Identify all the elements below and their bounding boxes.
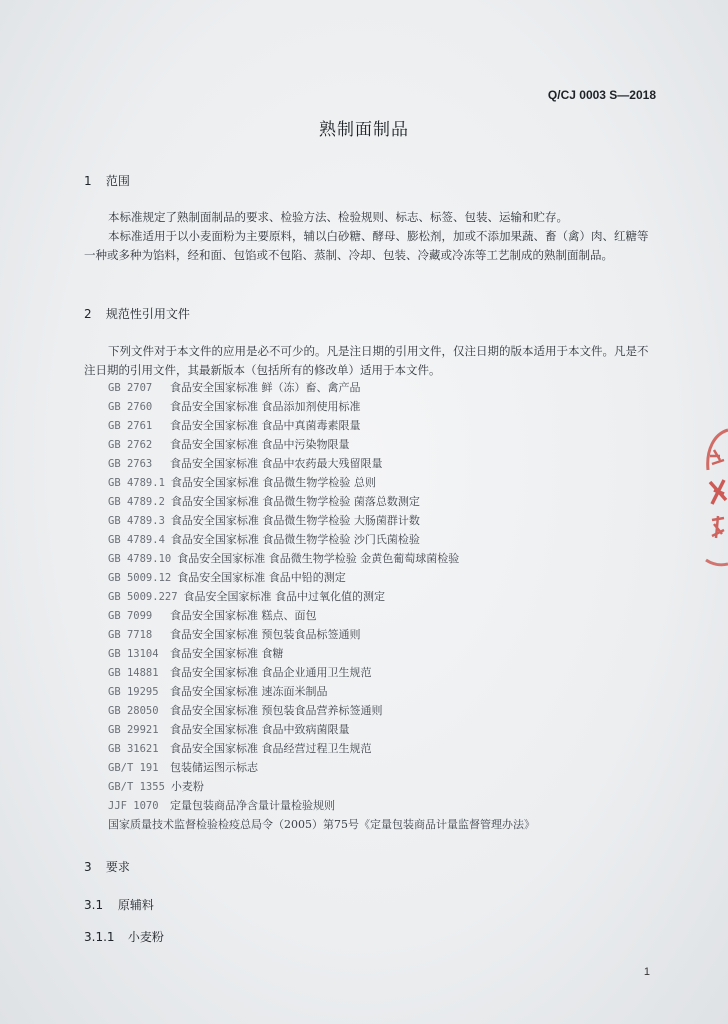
reference-item — [108, 416, 668, 435]
reference-item — [108, 492, 668, 511]
reference-item — [108, 549, 668, 568]
reference-code: GB 7099 — [108, 610, 153, 622]
reference-code: GB 28050 — [108, 705, 159, 717]
reference-title: 食品安全国家标准 预包装食品营养标签通则 — [170, 704, 383, 717]
section-1-heading — [84, 172, 130, 189]
reference-title: 食品安全国家标准 预包装食品标签通则 — [170, 628, 361, 641]
reference-code: GB 13104 — [108, 648, 159, 660]
reference-code: GB 5009.227 — [108, 591, 178, 603]
reference-title: 食品安全国家标准 鲜（冻）畜、禽产品 — [170, 381, 361, 394]
reference-title: 食品安全国家标准 糕点、面包 — [170, 609, 317, 622]
reference-title: 食品安全国家标准 食糖 — [170, 647, 284, 660]
section-number: 3.1 — [84, 898, 104, 912]
red-stamp-fragment — [700, 420, 728, 570]
paragraph: 本标准适用于以小麦面粉为主要原料，辅以白砂糖、酵母、膨松剂，加或不添加果蔬、畜（禽）肉、红糖等一种或多种为馅料，经和面、包馅或不包陷、蒸制、冷却、包装、冷藏或冷冻等工艺制成的熟制面制品。 — [84, 229, 649, 262]
reference-title: 食品安全国家标准 食品添加剂使用标准 — [170, 400, 361, 413]
reference-item — [108, 606, 668, 625]
reference-code: GB 4789.2 — [108, 496, 165, 508]
reference-code: GB 2761 — [108, 420, 153, 432]
reference-item — [108, 777, 668, 796]
reference-code: GB 5009.12 — [108, 572, 172, 584]
reference-item — [108, 796, 668, 815]
reference-title: 食品安全国家标准 食品中真菌毒素限量 — [170, 419, 361, 432]
section-1-body — [84, 208, 658, 265]
reference-item — [108, 511, 668, 530]
reference-item — [108, 530, 668, 549]
reference-title: 食品安全国家标准 食品中铅的测定 — [177, 571, 346, 584]
section-title: 要求 — [105, 860, 130, 874]
reference-item — [108, 435, 668, 454]
reference-title: 食品安全国家标准 食品微生物学检验 大肠菌群计数 — [170, 514, 420, 527]
paragraph: 本标准规定了熟制面制品的要求、检验方法、检验规则、标志、标签、包装、运输和贮存。 — [108, 210, 568, 224]
reference-title: 国家质量技术监督检验检疫总局令（2005）第75号《定量包装商品计量监督管理办法》 — [108, 818, 535, 831]
reference-title: 食品安全国家标准 食品微生物学检验 金黄色葡萄球菌检验 — [177, 552, 460, 565]
reference-title: 食品安全国家标准 食品中农药最大残留限量 — [170, 457, 383, 470]
reference-title: 食品安全国家标准 食品企业通用卫生规范 — [170, 666, 372, 679]
reference-title: 食品安全国家标准 食品中过氧化值的测定 — [183, 590, 386, 603]
reference-item — [108, 682, 668, 701]
reference-code: GB 2763 — [108, 458, 153, 470]
reference-code: GB 4789.10 — [108, 553, 172, 565]
reference-code: JJF 1070 — [108, 800, 159, 812]
section-title: 小麦粉 — [127, 930, 164, 944]
section-title: 范围 — [105, 174, 130, 188]
reference-code: GB 19295 — [108, 686, 159, 698]
reference-item — [108, 378, 668, 397]
section-number: 1 — [84, 174, 92, 188]
reference-code: GB 2760 — [108, 401, 153, 413]
reference-code: GB 2707 — [108, 382, 153, 394]
section-3-1-1-heading — [84, 928, 164, 945]
section-2-body — [84, 342, 658, 380]
page-title: 熟制面制品 — [319, 120, 409, 140]
page-number: 1 — [643, 966, 650, 978]
standard-code: Q/CJ 0003 S—2018 — [547, 88, 656, 102]
reference-title: 食品安全国家标准 食品经营过程卫生规范 — [170, 742, 372, 755]
reference-title: 食品安全国家标准 食品微生物学检验 沙门氏菌检验 — [170, 533, 420, 546]
reference-code: GB 14881 — [108, 667, 159, 679]
section-title: 规范性引用文件 — [105, 307, 190, 321]
reference-title: 小麦粉 — [170, 780, 204, 793]
reference-title: 食品安全国家标准 食品微生物学检验 菌落总数测定 — [170, 495, 420, 508]
reference-item — [108, 454, 668, 473]
reference-list — [108, 378, 668, 834]
reference-title: 食品安全国家标准 食品微生物学检验 总则 — [170, 476, 376, 489]
reference-code: GB/T 191 — [108, 762, 159, 774]
section-number: 2 — [84, 307, 92, 321]
section-number: 3 — [84, 860, 92, 874]
reference-code: GB 29921 — [108, 724, 159, 736]
reference-item — [108, 739, 668, 758]
reference-item — [108, 397, 668, 416]
reference-item — [108, 625, 668, 644]
reference-title: 食品安全国家标准 食品中致病菌限量 — [170, 723, 350, 736]
section-2-heading — [84, 305, 190, 322]
reference-title: 定量包装商品净含量计量检验规则 — [170, 799, 335, 812]
section-3-1-heading — [84, 896, 154, 913]
reference-code: GB 4789.1 — [108, 477, 165, 489]
reference-item — [108, 568, 668, 587]
section-title: 原辅料 — [117, 898, 154, 912]
reference-item — [108, 473, 668, 492]
reference-code: GB 4789.4 — [108, 534, 165, 546]
reference-code: GB 4789.3 — [108, 515, 165, 527]
reference-code: GB 2762 — [108, 439, 153, 451]
paragraph: 下列文件对于本文件的应用是必不可少的。凡是注日期的引用文件，仅注日期的版本适用于本文件。凡是不注日期的引用文件，其最新版本（包括所有的修改单）适用于本文件。 — [84, 344, 649, 377]
reference-item — [108, 758, 668, 777]
section-3-heading — [84, 858, 130, 875]
reference-item — [108, 644, 668, 663]
reference-code: GB 31621 — [108, 743, 159, 755]
reference-code: GB 7718 — [108, 629, 153, 641]
reference-item — [108, 663, 668, 682]
reference-item — [108, 720, 668, 739]
reference-title: 食品安全国家标准 速冻面米制品 — [170, 685, 328, 698]
reference-item — [108, 701, 668, 720]
reference-title: 包装储运图示标志 — [170, 761, 258, 774]
reference-item — [108, 815, 668, 834]
reference-code: GB/T 1355 — [108, 781, 165, 793]
reference-item — [108, 587, 668, 606]
section-number: 3.1.1 — [84, 930, 115, 944]
reference-title: 食品安全国家标准 食品中污染物限量 — [170, 438, 350, 451]
